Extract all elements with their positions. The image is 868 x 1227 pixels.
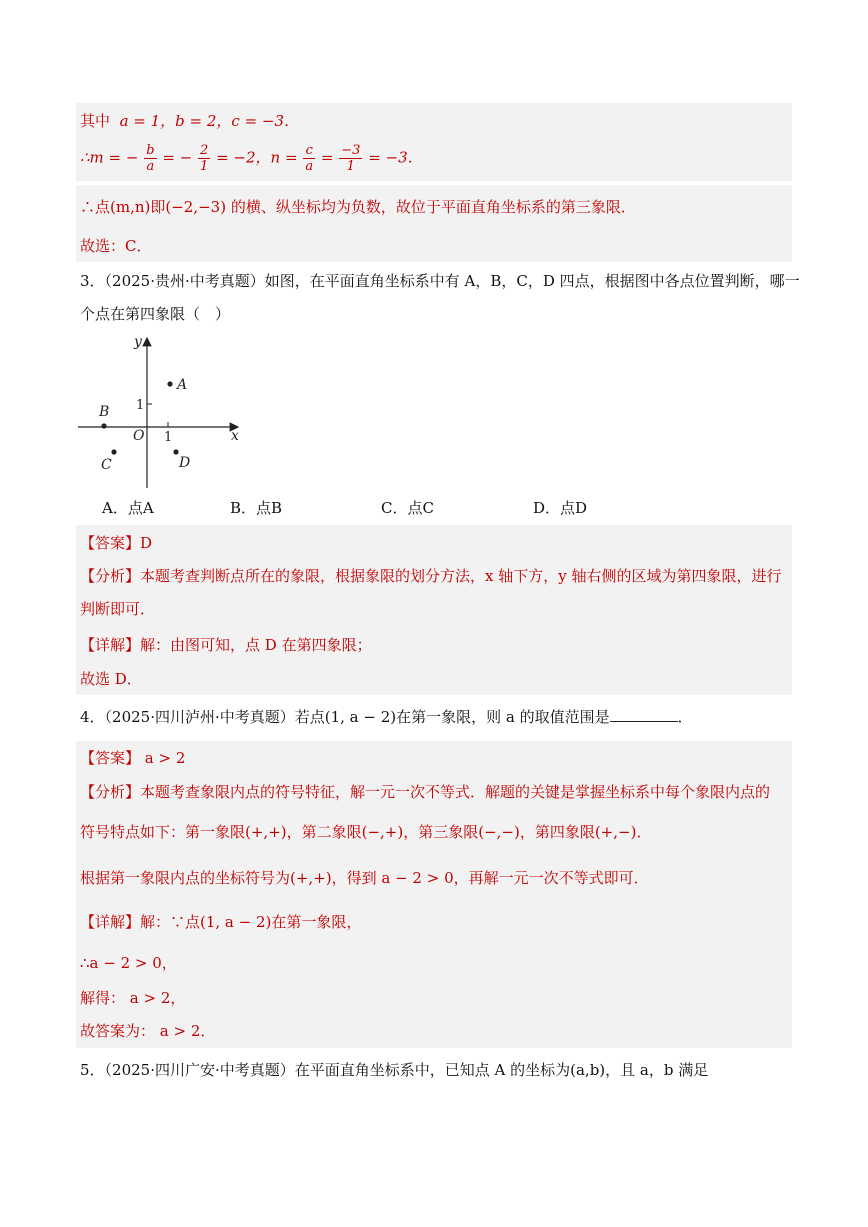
point-a — [167, 381, 172, 386]
solution-quadrant-statement: ∴点(m,n)即(−2,−3) 的横、纵坐标均为负数，故位于平面直角坐标系的第三象限． — [80, 198, 636, 216]
point-a-label: A — [177, 377, 188, 393]
point-c — [111, 449, 116, 454]
y-axis-label: y — [134, 334, 142, 350]
q4-detail-line-4: 故答案为： a > 2． — [80, 1022, 216, 1040]
q3-answer: 【答案】D — [80, 534, 153, 552]
q3-analysis-line-1: 【分析】本题考查判断点所在的象限，根据象限的划分方法，x 轴下方，y 轴右侧的区域为第四象限，进行 — [80, 567, 782, 585]
x-axis-label: x — [231, 428, 239, 444]
question-5-stem: 5．（2025·四川广安·中考真题）在平面直角坐标系中，已知点 A 的坐标为(a,b)，且 a，b 满足 — [80, 1061, 709, 1079]
origin-label: O — [133, 428, 145, 444]
q3-conclusion: 故选 D． — [80, 670, 142, 688]
q4-analysis-line-1: 【分析】本题考查象限内点的符号特征，解一元一次不等式．解题的关键是掌握坐标系中每个象限内点的 — [80, 783, 771, 801]
question-3-stem-line-2: 个点在第四象限（ ） — [80, 305, 231, 323]
solution-line-coefficients: 其中 a = 1，b = 2，c = −3． — [80, 112, 300, 130]
q4-detail-line-2: ∴a − 2 > 0， — [80, 954, 177, 972]
question-3-stem-line-1: 3．（2025·贵州·中考真题）如图，在平面直角坐标系中有 A，B，C，D 四点，根据图中各点位置判断，哪一 — [80, 272, 800, 290]
q3-detail: 【详解】解：由图可知，点 D 在第四象限； — [80, 636, 372, 654]
option-b[interactable]: B．点B — [230, 499, 283, 517]
point-b-label: B — [99, 404, 110, 420]
point-b — [101, 423, 106, 428]
point-c-label: C — [101, 457, 112, 473]
coordinate-graph — [74, 330, 254, 490]
q4-analysis-line-3: 根据第一象限内点的坐标符号为(+,+)，得到 a − 2 > 0，再解一元一次不等式即可． — [80, 869, 649, 887]
point-d — [173, 449, 178, 454]
solution-block-q3 — [76, 525, 792, 695]
q4-detail-line-3: 解得： a > 2， — [80, 989, 186, 1007]
option-c[interactable]: C．点C — [381, 499, 434, 517]
q4-answer: 【答案】 a > 2 — [80, 749, 186, 767]
point-d-label: D — [179, 455, 191, 471]
answer-blank[interactable] — [610, 707, 678, 722]
option-d[interactable]: D．点D — [533, 499, 588, 517]
solution-choice: 故选：C． — [80, 237, 152, 255]
solution-line-mn: ∴m = − $\frac{b}{a}$ = − $\frac{2}{1}$ = −2，n = $\frac{c}{a}$ = $\frac{-3}{1}$ = −3． — [80, 143, 423, 174]
q4-analysis-line-2: 符号特点如下：第一象限(+,+)，第二象限(−,+)，第三象限(−,−)，第四象限(+,−)． — [80, 823, 652, 841]
option-a[interactable]: A．点A — [102, 499, 154, 517]
x-tick-label: 1 — [164, 430, 173, 445]
q4-detail-line-1: 【详解】解：∵点(1, a − 2)在第一象限， — [80, 913, 362, 931]
q3-analysis-line-2: 判断即可． — [80, 600, 156, 618]
y-tick-label: 1 — [136, 398, 145, 413]
question-4-stem: 4．（2025·四川泸州·中考真题）若点(1, a − 2)在第一象限，则 a 的取值范围是 ． — [80, 708, 693, 726]
